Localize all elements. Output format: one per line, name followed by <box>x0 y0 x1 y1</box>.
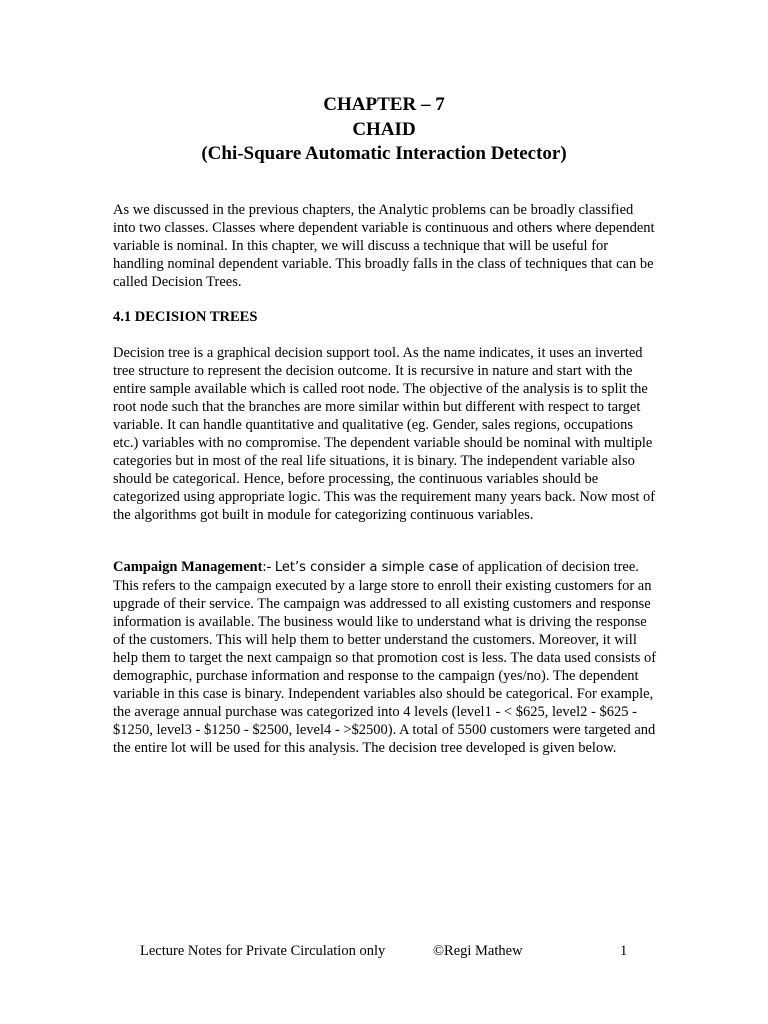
chapter-subtitle: (Chi-Square Automatic Interaction Detector) <box>201 143 567 164</box>
section-heading: 4.1 DECISION TREES <box>113 309 258 325</box>
decision-trees-paragraph: Decision tree is a graphical decision support tool. As the name indicates, it uses an inverted tree structure to represent the decision outcome. It is recursive in nature and start with the entire sample available which is called root node. The objective of the analysis is to split the root node such that the branches are more similar within but different with respect to target variable. It can handle quantitative and qualitative (eg. Gender, sales regions, occupations etc.) variables with no compromise. The dependent variable should be nominal with multiple categories but in most of the real life situations, it is binary. The independent variable also should be categorical. Hence, before processing, the continuous variables should be categorized using appropriate logic. This was the requirement many years back. Now most of the algorithms got built in module for categorizing continuous variables. <box>113 345 656 523</box>
footer-copyright: ©Regi Mathew <box>433 943 523 959</box>
campaign-paragraph <box>113 558 658 757</box>
intro-paragraph: As we discussed in the previous chapters, the Analytic problems can be broadly classified into two classes. Classes where dependent variable is continuous and others where dependent variable is nominal. In this chapter, we will discuss a technique that will be useful for handling nominal dependent variable. This broadly falls in the class of techniques that can be called Decision Trees. <box>113 202 655 290</box>
campaign-body-text: of application of decision tree. This refers to the campaign executed by a large store to enroll their existing customers for an upgrade of their service. The campaign was addressed to all existing customers and response information is available. The business would like to understand what is driving the response of the customers. This will help them to better understand the customers. Moreover, it will help them to target the next campaign so that promotion cost is less. The data used consists of demographic, purchase information and response to the campaign (yes/no). The dependent variable in this case is binary. Independent variables also should be categorical. For example, the average annual purchase was categorized into 4 levels (level1 - < $625, level2 - $625 - $1250, level3 - $1250 - $2500, level4 - >$2500). A total of 5500 customers were targeted and the entire lot will be used for this analysis. The decision tree developed is given below. <box>113 559 657 756</box>
page-footer <box>0 942 768 962</box>
footer-circulation-note: Lecture Notes for Private Circulation only <box>140 943 386 959</box>
campaign-lead-term: Campaign Management <box>113 559 263 575</box>
chapter-title: CHAID <box>352 118 416 140</box>
page-number: 1 <box>620 943 628 959</box>
campaign-lead-phrase: Let’s consider a simple case <box>274 560 459 575</box>
chapter-heading <box>0 93 768 167</box>
chapter-number: CHAPTER – 7 <box>323 94 445 115</box>
campaign-lead-separator: :- <box>262 559 275 575</box>
